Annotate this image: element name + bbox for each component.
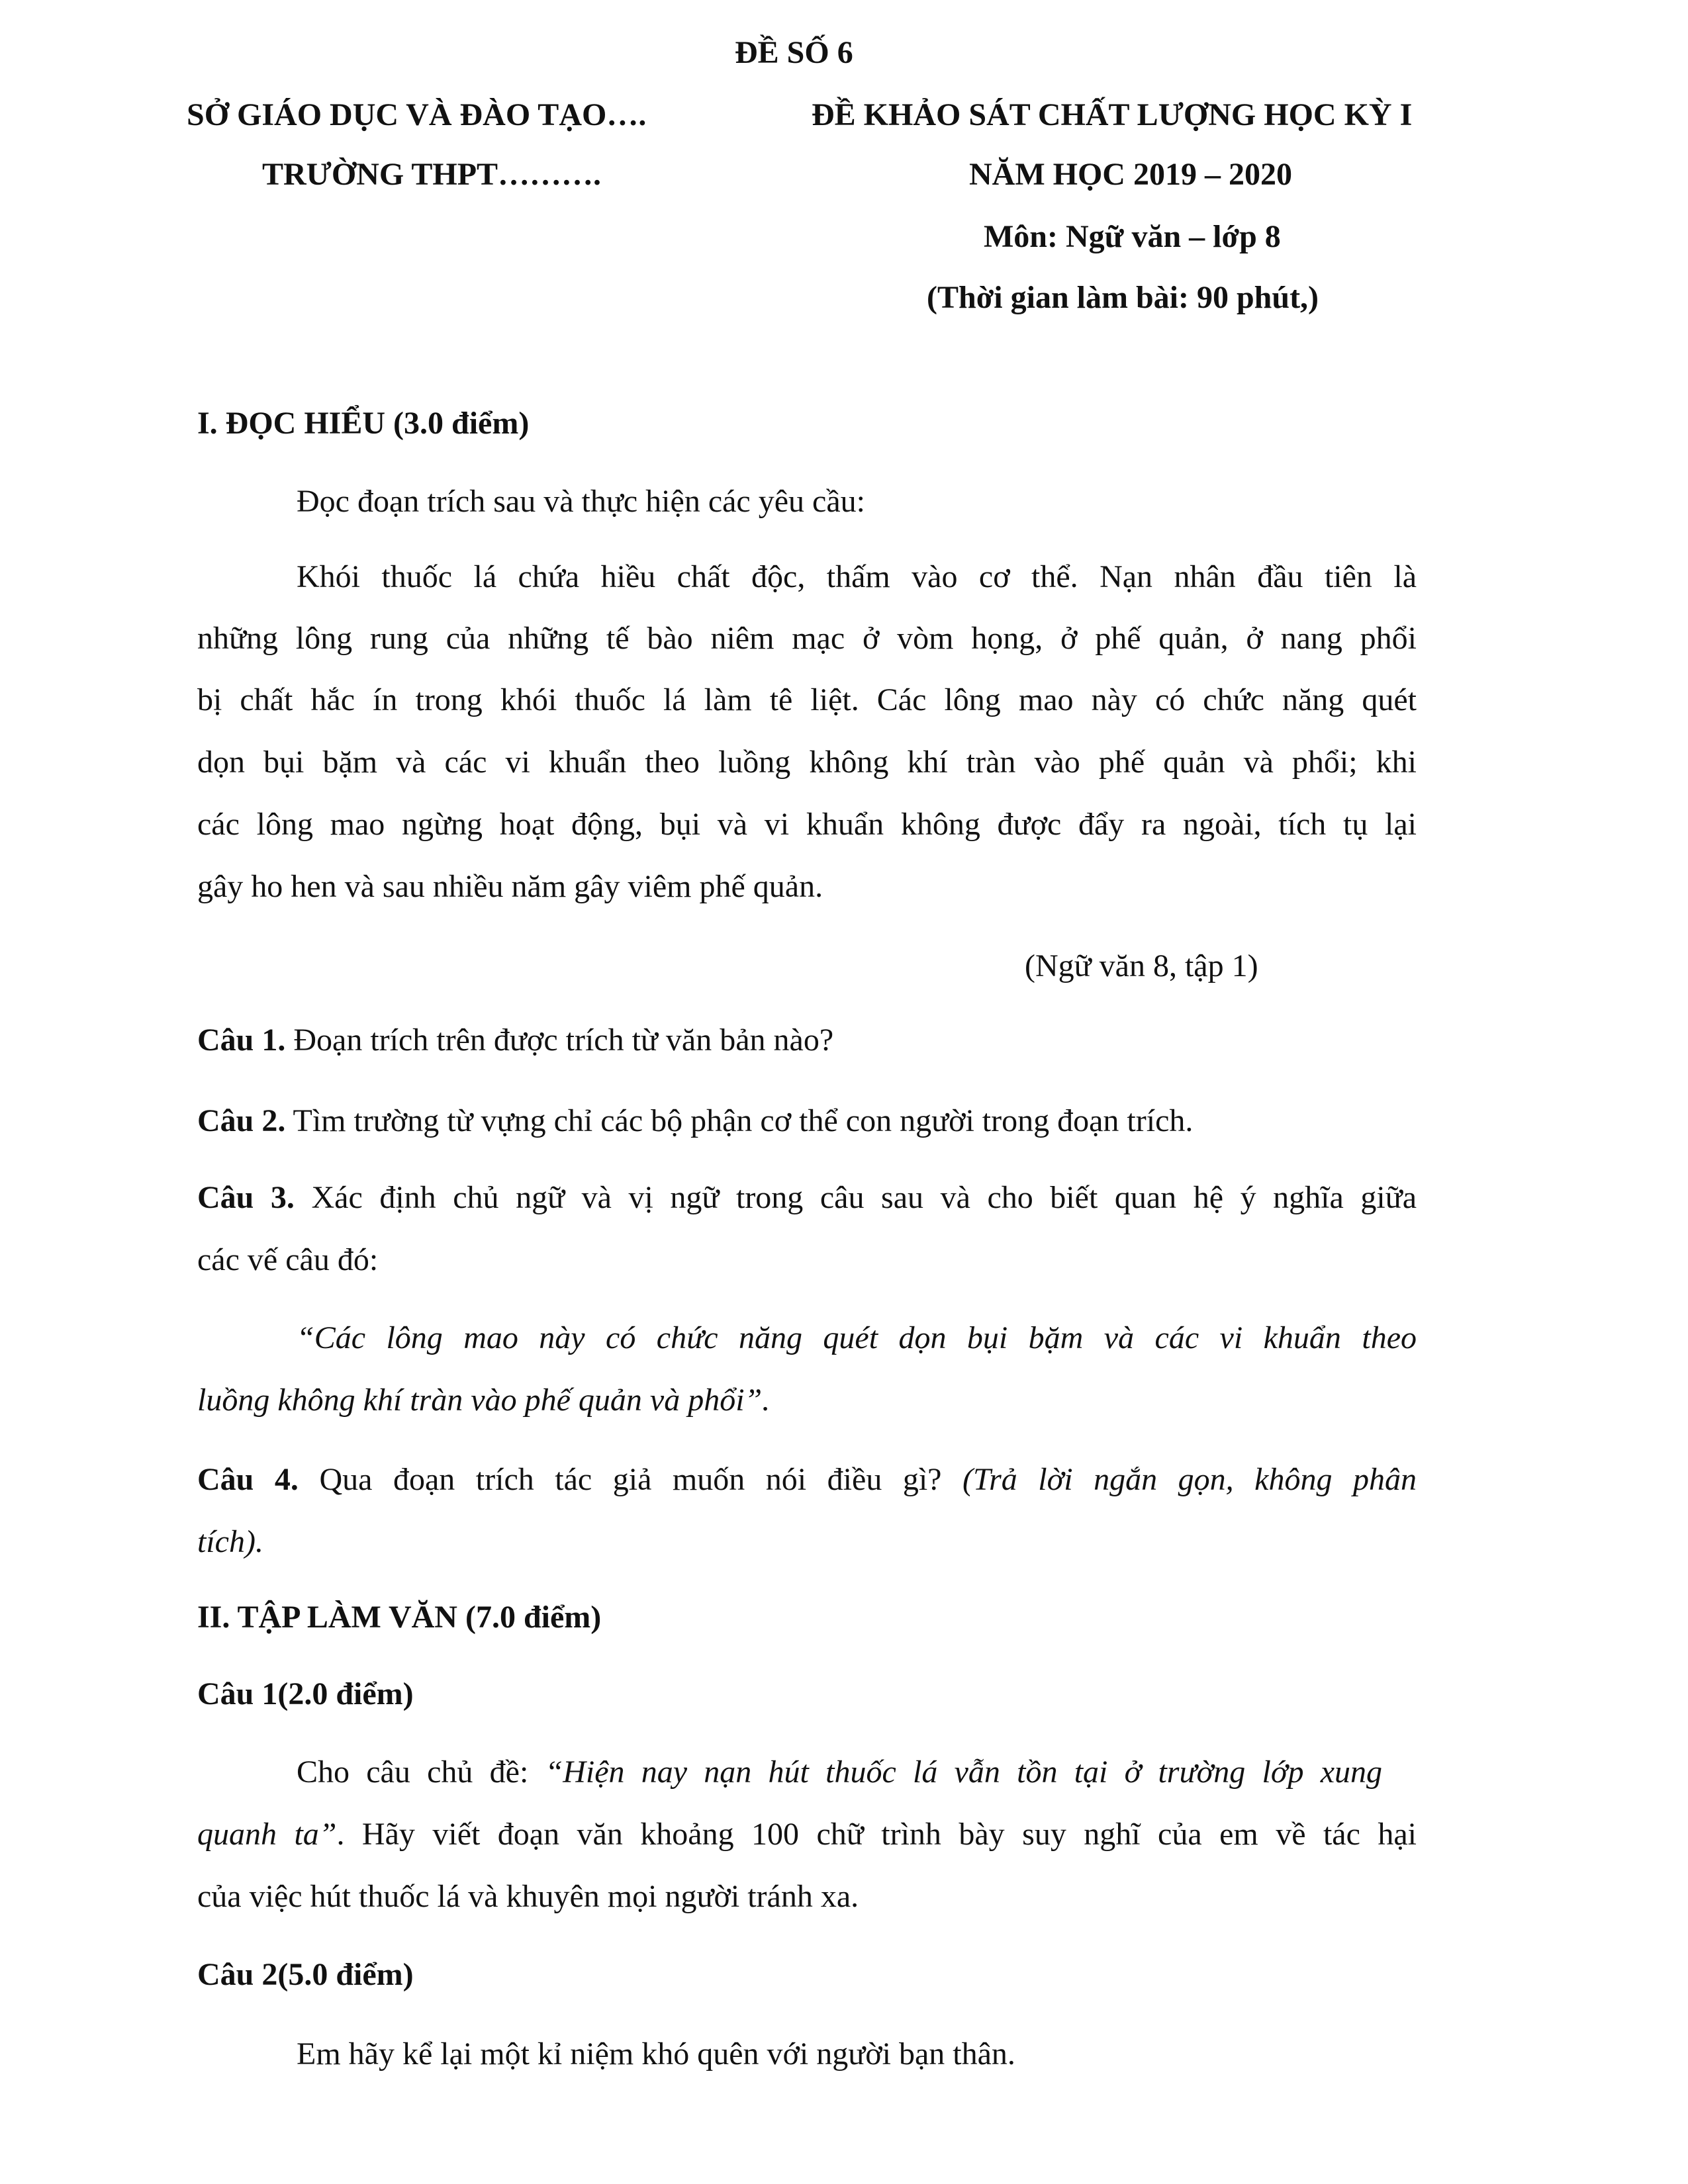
part2-question-1-line3: của việc hút thuốc lá và khuyên mọi người tránh xa. <box>197 1879 859 1914</box>
question-1 <box>197 1021 833 1060</box>
question-note: (Trả lời ngắn gọn, không phân <box>962 1462 1417 1497</box>
school-name: TRƯỜNG THPT………. <box>262 157 602 192</box>
reading-instruction: Đọc đoạn trích sau và thực hiện các yêu cầu: <box>297 484 865 519</box>
topic-intro: Cho câu chủ đề: <box>297 1754 545 1790</box>
part2-question-1-line2 <box>197 1815 1417 1854</box>
exam-title: ĐỀ KHẢO SÁT CHẤT LƯỢNG HỌC KỲ I <box>812 97 1413 132</box>
question-4-note-continued: tích). <box>197 1524 263 1559</box>
question-text: Qua đoạn trích tác giả muốn nói điều gì? <box>298 1462 963 1497</box>
subject: Môn: Ngữ văn – lớp 8 <box>984 219 1281 254</box>
question-text: Xác định chủ ngữ và vị ngữ trong câu sau và cho biết quan hệ ý nghĩa giữa <box>294 1180 1417 1215</box>
part2-question-2-text: Em hãy kể lại một kỉ niệm khó quên với người bạn thân. <box>297 2036 1015 2071</box>
question-3-quote-continued: luồng không khí tràn vào phế quản và phổi”. <box>197 1383 771 1418</box>
topic-sentence: “Hiện nay nạn hút thuốc lá vẫn tồn tại ở trường lớp xung <box>545 1754 1382 1790</box>
part1-heading: I. ĐỌC HIỂU (3.0 điểm) <box>197 406 530 441</box>
passage-line: gây ho hen và sau nhiều năm gây viêm phế quản. <box>197 869 823 904</box>
question-2 <box>197 1101 1193 1141</box>
passage-line: Khói thuốc lá chứa hiều chất độc, thấm vào cơ thể. Nạn nhân đầu tiên là <box>297 559 1417 594</box>
passage-line: các lông mao ngừng hoạt động, bụi và vi khuẩn không được đẩy ra ngoài, tích tụ lại <box>197 807 1417 842</box>
passage-line: những lông rung của những tế bào niêm mạc ở vòm họng, ở phế quản, ở nang phổi <box>197 621 1417 656</box>
question-4 <box>197 1460 1417 1500</box>
question-text: Tìm trường từ vựng chỉ các bộ phận cơ thể con người trong đoạn trích. <box>285 1103 1194 1138</box>
question-label: Câu 1. <box>197 1023 286 1058</box>
passage-source: (Ngữ văn 8, tập 1) <box>1025 948 1258 983</box>
part2-heading: II. TẬP LÀM VĂN (7.0 điểm) <box>197 1600 602 1635</box>
task-text: . Hãy viết đoạn văn khoảng 100 chữ trình bày suy nghĩ của em về tác hại <box>336 1817 1417 1852</box>
school-year: NĂM HỌC 2019 – 2020 <box>969 157 1292 192</box>
part2-question-1-text <box>297 1752 1382 1792</box>
department-name: SỞ GIÁO DỤC VÀ ĐÀO TẠO…. <box>187 97 647 132</box>
time-allowed: (Thời gian làm bài: 90 phút,) <box>927 280 1319 315</box>
question-3-quote: “Các lông mao này có chức năng quét dọn bụi bặm và các vi khuẩn theo <box>297 1320 1417 1355</box>
question-label: Câu 2. <box>197 1103 286 1138</box>
topic-sentence-end: quanh ta” <box>197 1817 337 1852</box>
passage-line: bị chất hắc ín trong khói thuốc lá làm tê liệt. Các lông mao này có chức năng quét <box>197 682 1417 717</box>
question-label: Câu 4. <box>197 1462 299 1497</box>
question-text: Đoạn trích trên được trích từ văn bản nào? <box>285 1023 834 1058</box>
question-3-continued: các vế câu đó: <box>197 1242 379 1277</box>
exam-number: ĐỀ SỐ 6 <box>735 35 853 70</box>
part2-question-1-heading: Câu 1(2.0 điểm) <box>197 1676 414 1711</box>
part2-question-2-heading: Câu 2(5.0 điểm) <box>197 1957 414 1992</box>
question-label: Câu 3. <box>197 1180 295 1215</box>
passage-line: dọn bụi bặm và các vi khuẩn theo luồng không khí tràn vào phế quản và phổi; khi <box>197 745 1417 780</box>
question-3 <box>197 1178 1417 1218</box>
